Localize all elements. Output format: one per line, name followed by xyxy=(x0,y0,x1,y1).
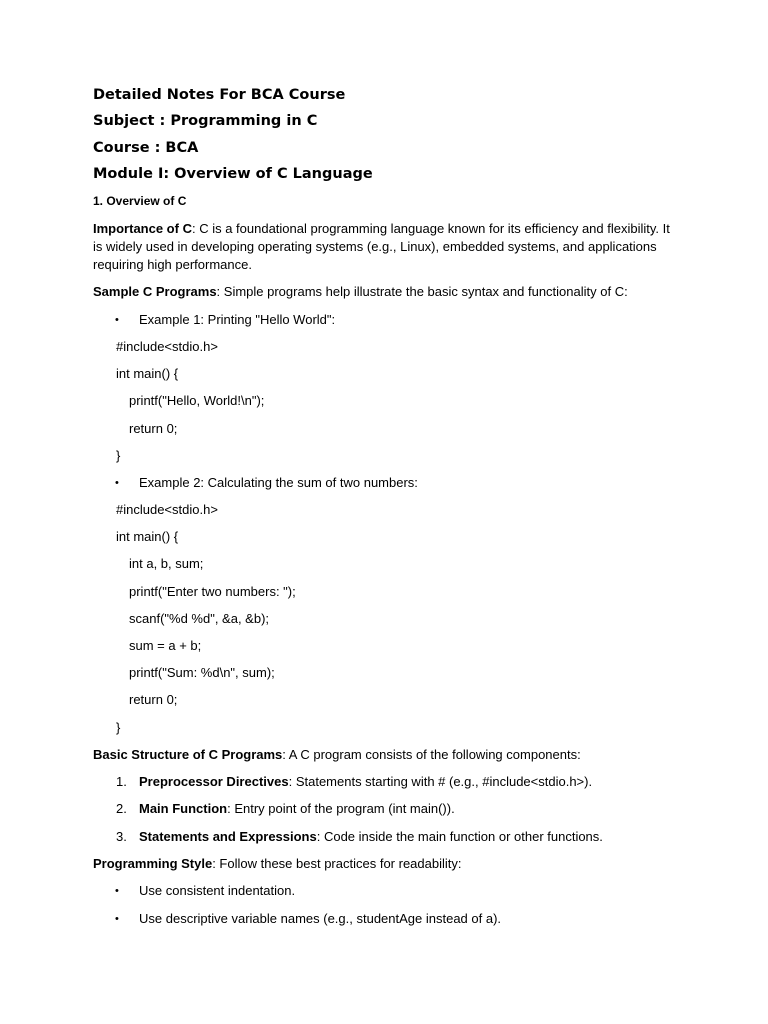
style-list xyxy=(93,882,673,927)
list-number: 2. xyxy=(116,801,127,817)
structure-item-label: Statements and Expressions xyxy=(139,828,317,844)
structure-list xyxy=(93,773,673,845)
style-paragraph xyxy=(93,855,673,873)
structure-item xyxy=(93,828,673,846)
bullet-icon: • xyxy=(115,885,119,898)
example-1-code xyxy=(93,338,673,465)
structure-label: Basic Structure of C Programs xyxy=(93,746,283,762)
structure-item xyxy=(93,800,673,818)
example-2-title: Example 2: Calculating the sum of two numbers: xyxy=(139,474,418,490)
code-line: printf("Enter two numbers: "); xyxy=(129,583,296,599)
structure-item-label: Preprocessor Directives xyxy=(139,774,289,790)
code-line: #include<stdio.h> xyxy=(116,502,218,518)
style-item xyxy=(93,882,673,900)
importance-paragraph xyxy=(93,220,673,274)
document-title: Detailed Notes For BCA Course xyxy=(93,87,346,103)
example-1-list xyxy=(93,311,673,329)
example-2-code xyxy=(93,501,673,737)
code-line: return 0; xyxy=(129,420,178,436)
bullet-icon: • xyxy=(115,912,119,925)
code-line: int a, b, sum; xyxy=(129,556,204,572)
structure-item xyxy=(93,773,673,791)
structure-paragraph xyxy=(93,746,673,764)
style-label: Programming Style xyxy=(93,855,213,871)
code-line: printf("Sum: %d\n", sum); xyxy=(129,665,275,681)
structure-item-text: : Statements starting with # (e.g., #include<stdio.h>). xyxy=(288,774,593,790)
style-item xyxy=(93,910,673,928)
course-heading: Course : BCA xyxy=(93,139,199,156)
structure-item-text: : Entry point of the program (int main()). xyxy=(227,801,455,817)
code-line: printf("Hello, World!\n"); xyxy=(129,393,265,409)
bullet-icon: • xyxy=(115,476,119,489)
document-page xyxy=(93,86,673,937)
subject-heading: Subject : Programming in C xyxy=(93,113,318,130)
samples-paragraph xyxy=(93,283,673,301)
importance-label: Importance of C xyxy=(93,220,192,236)
list-number: 3. xyxy=(116,828,127,844)
example-2-item xyxy=(93,474,673,492)
code-line: #include<stdio.h> xyxy=(116,338,218,354)
style-item-text: Use descriptive variable names (e.g., studentAge instead of a). xyxy=(139,910,502,926)
style-item-text: Use consistent indentation. xyxy=(139,883,296,899)
code-line: return 0; xyxy=(129,692,178,708)
samples-label: Sample C Programs xyxy=(93,284,217,300)
structure-item-label: Main Function xyxy=(139,801,228,817)
code-line: } xyxy=(116,719,121,735)
style-text: : Follow these best practices for readability: xyxy=(212,855,462,871)
code-line: int main() { xyxy=(116,529,179,545)
structure-text: : A C program consists of the following components: xyxy=(282,746,581,762)
example-2-list xyxy=(93,474,673,492)
importance-text: : C is a foundational programming language known for its efficiency and flexibility. It is widely used in developing operating systems (e.g., Linux), embedded systems, and applications requiring high performance. xyxy=(93,220,670,272)
code-line: int main() { xyxy=(116,366,179,382)
section-heading: 1. Overview of C xyxy=(93,193,187,208)
code-line: } xyxy=(116,447,121,463)
code-line: sum = a + b; xyxy=(129,638,202,654)
module-heading: Module I: Overview of C Language xyxy=(93,166,373,183)
example-1-item xyxy=(93,311,673,329)
bullet-icon: • xyxy=(115,313,119,326)
example-1-title: Example 1: Printing "Hello World": xyxy=(139,311,336,327)
code-line: scanf("%d %d", &a, &b); xyxy=(129,610,270,626)
samples-text: : Simple programs help illustrate the basic syntax and functionality of C: xyxy=(216,284,628,300)
list-number: 1. xyxy=(116,774,127,790)
structure-item-text: : Code inside the main function or other functions. xyxy=(316,828,603,844)
